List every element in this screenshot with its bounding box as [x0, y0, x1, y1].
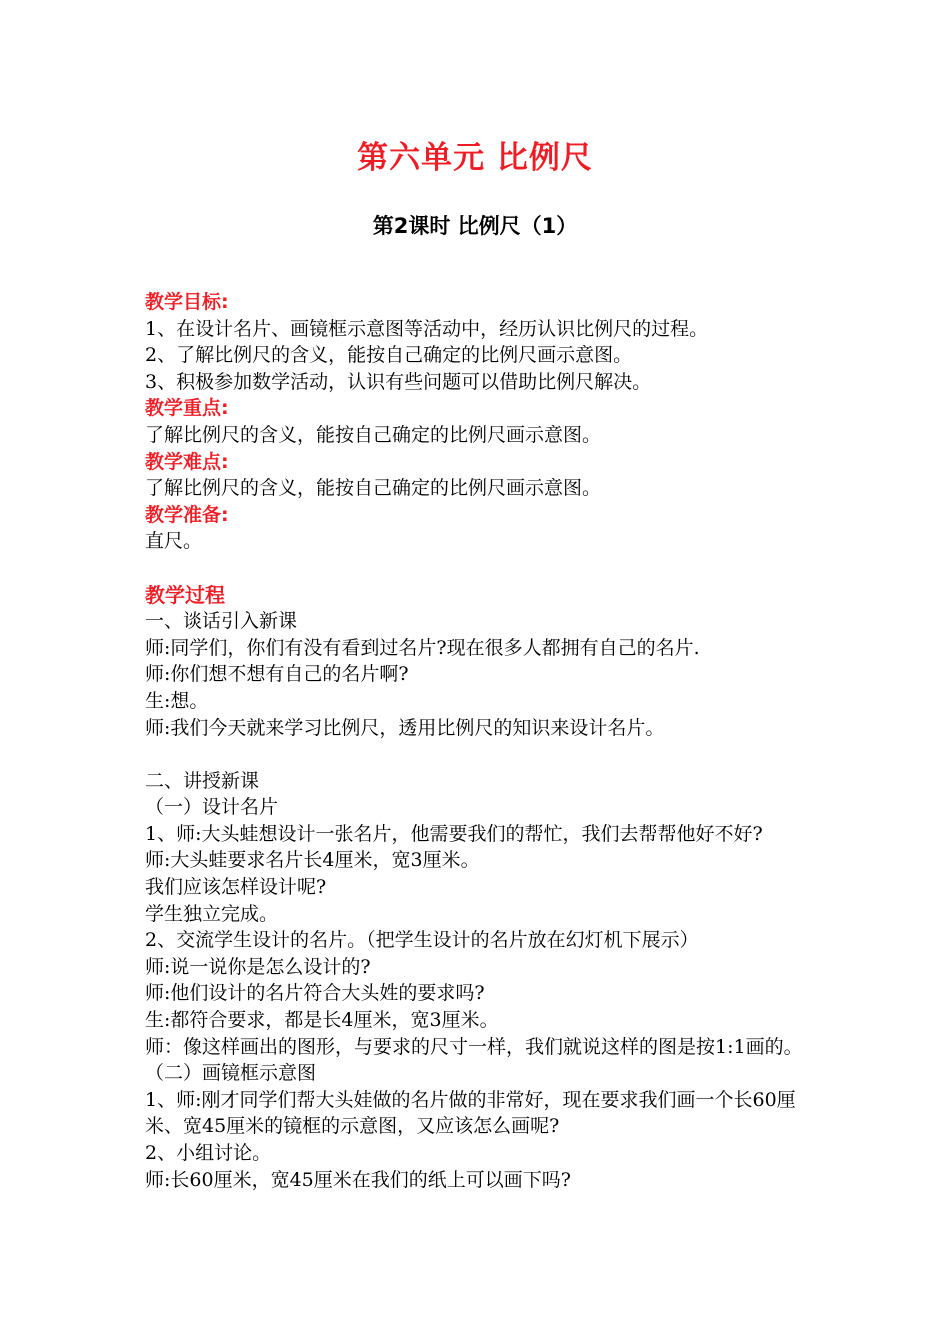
preparation-heading: 教学准备:: [145, 503, 229, 526]
dialogue-line: 师:大头蛙要求名片长4厘米，宽3厘米。: [145, 849, 480, 872]
dialogue-line: 师:他们设计的名片符合大头姓的要求吗?: [145, 982, 485, 1005]
difficulty-heading: 教学难点:: [145, 450, 229, 473]
goal-item: 1、在设计名片、画镜框示意图等活动中，经历认识比例尺的过程。: [145, 317, 709, 340]
page-title: 第六单元 比例尺: [357, 140, 593, 176]
dialogue-line: 师:同学们，你们有没有看到过名片?现在很多人都拥有自己的名片.: [145, 636, 700, 659]
dialogue-line: 生:想。: [145, 689, 209, 712]
process-heading: 教学过程: [145, 582, 225, 607]
key-point-text: 了解比例尺的含义，能按自己确定的比例尺画示意图。: [145, 423, 602, 446]
dialogue-line: 2、交流学生设计的名片。（把学生设计的名片放在幻灯机下展示）: [145, 929, 699, 952]
document-body: [145, 289, 815, 1193]
dialogue-line: 师:说一说你是怎么设计的?: [145, 955, 371, 978]
spacer: [145, 741, 815, 768]
section-title: 一、谈话引入新课: [145, 610, 298, 633]
spacer: [145, 555, 815, 582]
lesson-subtitle: 第2课时 比例尺（1）: [372, 214, 578, 238]
dialogue-line: 2、小组讨论。: [145, 1142, 272, 1164]
subsection-title: （二）画镜框示意图: [145, 1062, 317, 1085]
dialogue-line: 1、师:大头蛙想设计一张名片，他需要我们的帮忙，我们去帮帮他好不好?: [145, 822, 763, 845]
dialogue-line: 师:你们想不想有自己的名片啊?: [145, 663, 409, 686]
goal-item: 3、积极参加数学活动，认识有些问题可以借助比例尺解决。: [145, 370, 652, 393]
dialogue-line: 生:都符合要求，都是长4厘米，宽3厘米。: [145, 1009, 499, 1032]
dialogue-line: 我们应该怎样设计呢?: [145, 876, 327, 899]
key-point-heading: 教学重点:: [145, 397, 229, 420]
subsection-title: （一）设计名片: [145, 796, 279, 819]
dialogue-line: 师：像这样画出的图形，与要求的尺寸一样，我们就说这样的图是按1:1画的。: [145, 1035, 803, 1058]
section-title: 二、讲授新课: [145, 769, 260, 792]
dialogue-line: 学生独立完成。: [145, 902, 279, 925]
preparation-text: 直尺。: [145, 530, 203, 553]
difficulty-text: 了解比例尺的含义，能按自己确定的比例尺画示意图。: [145, 477, 602, 500]
goals-heading: 教学目标:: [145, 291, 229, 313]
dialogue-line: 师:长60厘米，宽45厘米在我们的纸上可以画下吗?: [145, 1168, 571, 1191]
dialogue-line: 师:我们今天就来学习比例尺，透用比例尺的知识来设计名片。: [145, 716, 665, 739]
dialogue-line: 1、师:刚才同学们帮大头娃做的名片做的非常好，现在要求我们画一个长60厘米、宽45厘米的镜框的示意图，又应该怎么画呢?: [145, 1088, 796, 1138]
goal-item: 2、了解比例尺的含义，能按自己确定的比例尺画示意图。: [145, 344, 633, 367]
